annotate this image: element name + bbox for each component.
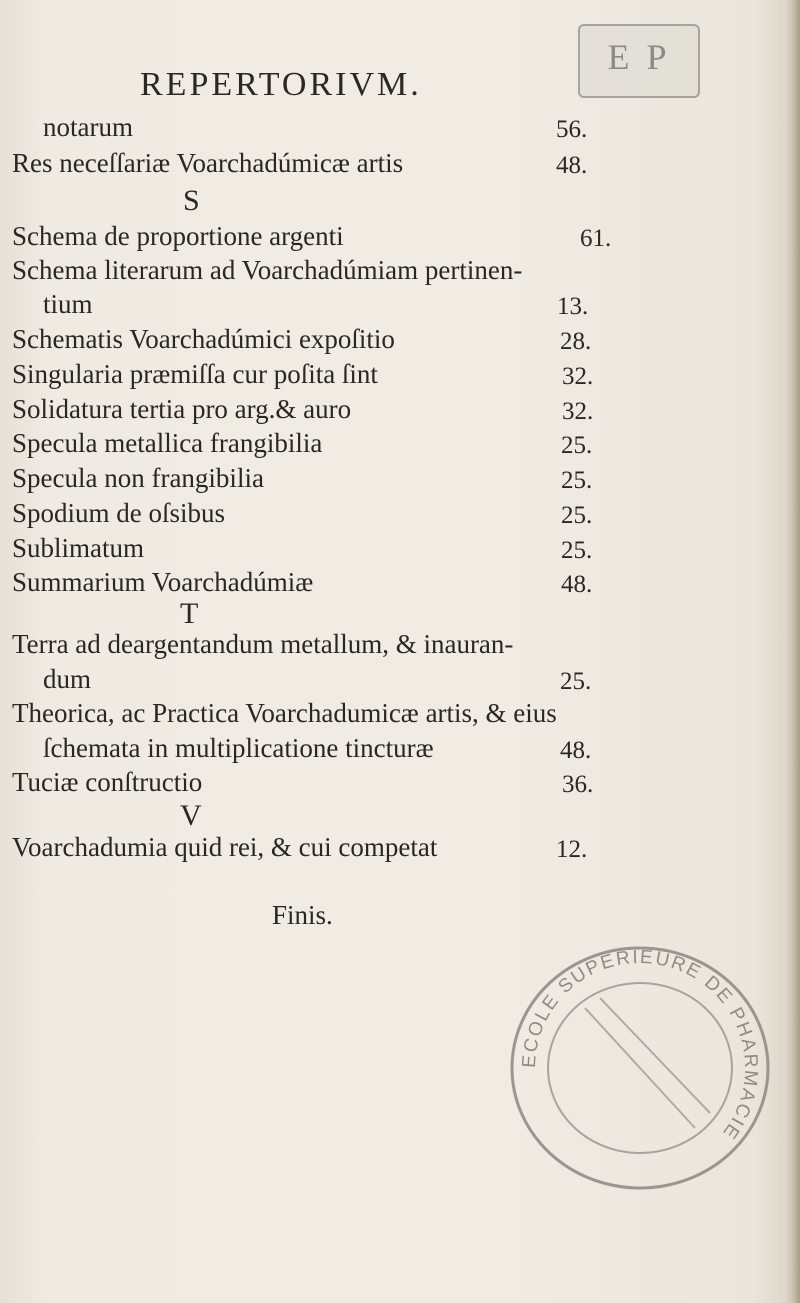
entry-text: Terra ad deargentandum metallum, & inauran- — [12, 629, 514, 659]
library-stamp-label: E P — [607, 37, 671, 77]
entry-page: 28. — [560, 328, 592, 355]
entry-text: notarum — [43, 112, 133, 142]
page-header: REPERTORIVM. — [140, 66, 422, 103]
entry-text: ſchemata in multiplicatione tincturæ — [43, 733, 434, 763]
entry-page: 32. — [562, 398, 594, 425]
entry-text: Singularia præmiſſa cur poſita ſint — [12, 359, 378, 389]
entry-page: 48. — [556, 152, 588, 179]
entry-text: Voarchadumia quid rei, & cui competat — [12, 832, 438, 862]
entry-page: 13. — [557, 293, 589, 320]
entry-text: Sublimatum — [12, 533, 145, 563]
entry-text: dum — [43, 664, 92, 694]
entry-text: Summarium Voarchadúmiæ — [12, 567, 314, 597]
entry-page: 25. — [561, 432, 593, 459]
entry-page: 25. — [561, 467, 593, 494]
entry-page: 25. — [561, 502, 593, 529]
entry-page: 25. — [561, 537, 593, 564]
entry-text: Schema literarum ad Voarchadúmiam pertinen- — [12, 255, 523, 285]
entry-text: Specula metallica frangibilia — [12, 428, 323, 458]
entry-text: Specula non frangibilia — [12, 463, 264, 493]
seal-mark — [600, 998, 710, 1113]
entry-page: 61. — [580, 225, 612, 252]
entry-text: Res neceſſariæ Voarchadúmicæ artis — [12, 148, 404, 178]
entry-text: Solidatura tertia pro arg.& auro — [12, 394, 352, 424]
entry-page: 48. — [560, 737, 592, 764]
entry-text: Spodium de oſsibus — [12, 498, 226, 528]
seal-text: ECOLE SUPERIEURE DE PHARMACIE — [518, 946, 762, 1144]
entry-text: Theorica, ac Practica Voarchadumicæ artis, & eius — [12, 698, 557, 728]
library-seal-stamp — [505, 938, 775, 1198]
entry-page: 25. — [560, 668, 592, 695]
section-letter: V — [180, 799, 202, 832]
finis-text: Finis. — [272, 900, 333, 930]
seal-mark — [585, 1008, 695, 1128]
entry-text: Tuciæ conſtructio — [12, 767, 203, 797]
entry-page: 36. — [562, 771, 594, 798]
section-letter: T — [180, 597, 199, 630]
entry-text: tium — [43, 289, 93, 319]
entry-page: 56. — [556, 116, 588, 143]
entry-page: 48. — [561, 571, 593, 598]
entry-text: Schema de proportione argenti — [12, 221, 344, 251]
page-edge-shadow — [786, 0, 800, 1303]
entry-text: Schematis Voarchadúmici expoſitio — [12, 324, 395, 354]
section-letter: S — [183, 184, 200, 217]
entry-page: 12. — [556, 836, 588, 863]
entry-page: 32. — [562, 363, 594, 390]
library-stamp-top — [578, 24, 700, 98]
